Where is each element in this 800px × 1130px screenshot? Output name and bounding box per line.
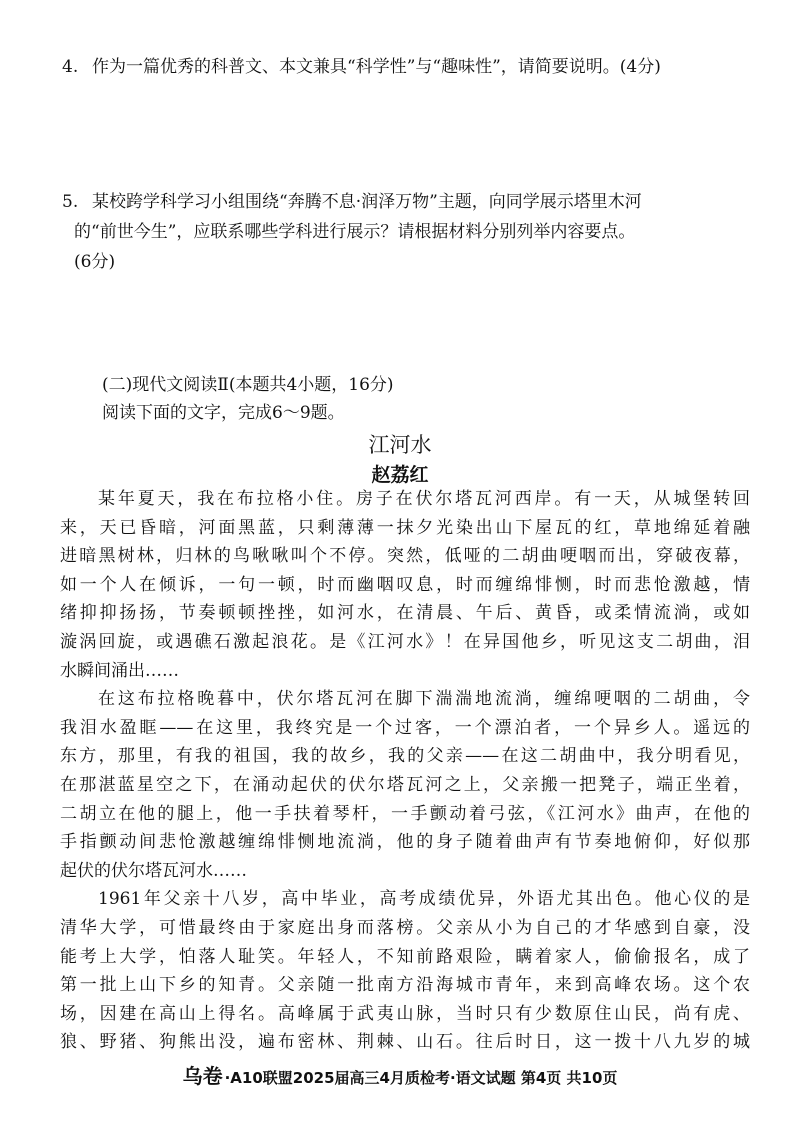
article-line: 二胡立在他的腿上，他一手扶着琴杆，一手颤动着弓弦，《江河水》曲声，在他的 <box>60 803 750 824</box>
article-body <box>60 485 750 1057</box>
article-line: 某年夏天，我在布拉格小住。房子在伏尔塔瓦河西岸。有一天，从城堡转回 <box>98 489 750 509</box>
question-text: 某校跨学科学习小组围绕“奔腾不息·润泽万物”主题，向同学展示塔里木河 <box>92 192 642 212</box>
article-line: 我泪水盈眶——在这里，我终究是一个过客，一个漂泊者，一个异乡人。遥远的 <box>60 717 750 738</box>
article-line: 漩涡回旋，或遇礁石激起浪花。是《江河水》！在异国他乡，听见这支二胡曲，泪 <box>60 631 750 652</box>
article-line: 1961年父亲十八岁，高中毕业，高考成绩优异，外语尤其出色。他心仪的是 <box>98 889 750 910</box>
article-line: 能考上大学，怕落人耻笑。年轻人，不知前路艰险，瞒着家人，偷偷报名，成了 <box>60 946 750 967</box>
article-line: 清华大学，可惜最终由于家庭出身而落榜。父亲从小为自己的才华感到自豪，没 <box>60 917 750 938</box>
footer-text: ·A10联盟2025届高三4月质检考·语文试题 第4页 共10页 <box>224 1069 618 1087</box>
question-line: (6分) <box>74 252 116 272</box>
article-line: 绪抑抑扬扬，节奏顿顿挫挫，如河水，在清晨、午后、黄昏，或柔情流淌，或如 <box>60 603 750 624</box>
article-author: 赵荔红 <box>371 464 429 486</box>
article-line: 在这布拉格晚暮中，伏尔塔瓦河在脚下湍湍地流淌，缠绵哽咽的二胡曲，令 <box>98 689 750 710</box>
article-line: 场，因建在高山上得名。高峰属于武夷山脉，当时只有少数原住山民，尚有虎、 <box>60 1003 750 1024</box>
article-line: 起伏的伏尔塔瓦河水…… <box>60 860 247 881</box>
article-line: 来，天已昏暗，河面黑蓝，只剩薄薄一抹夕光染出山下屋瓦的红，草地绵延着融 <box>60 517 750 538</box>
article-line: 水瞬间涌出…… <box>60 660 179 681</box>
question-line <box>62 187 762 217</box>
question-line: 的“前世今生”，应联系哪些学科进行展示？请根据材料分别列举内容要点。 <box>74 222 636 242</box>
question-4 <box>62 52 762 82</box>
section-instruction: 阅读下面的文字，完成6～9题。 <box>102 403 345 423</box>
article-line: 东方，那里，有我的祖国，我的故乡，我的父亲——在这二胡曲中，我分明看见， <box>60 746 750 767</box>
article-line: 如一个人在倾诉，一句一顿，时而幽咽叹息，时而缠绵悱恻，时而悲怆激越，情 <box>60 574 750 595</box>
article-line: 第一批上山下乡的知青。父亲随一批南方沿海城市青年，来到高峰农场。这个农 <box>60 975 750 996</box>
article-line: 在那湛蓝星空之下，在涌动起伏的伏尔塔瓦河之上，父亲搬一把凳子，端正坐着， <box>60 774 750 795</box>
question-text: 作为一篇优秀的科普文、本文兼具“科学性”与“趣味性”，请简要说明。(4分) <box>92 57 661 77</box>
article-line: 手指颤动间悲怆激越缠绵悱恻地流淌，他的身子随着曲声有节奏地俯仰，好似那 <box>60 832 750 853</box>
article-line: 狼、野猪、狗熊出没，遍布密林、荆棘、山石。往后时日，这一拨十八九岁的城 <box>60 1032 750 1053</box>
page-footer <box>0 1060 800 1089</box>
question-number: 5. <box>62 192 79 212</box>
article-title: 江河水 <box>368 433 432 457</box>
section-heading: (二)现代文阅读Ⅱ(本题共4小题，16分) <box>102 375 394 395</box>
article-line: 进暗黑树林，归林的鸟啾啾叫个不停。突然，低哑的二胡曲哽咽而出，穿破夜幕， <box>60 546 750 567</box>
question-5 <box>62 187 762 277</box>
question-number: 4. <box>62 57 79 77</box>
publisher-logo: 乌卷 <box>182 1064 223 1088</box>
